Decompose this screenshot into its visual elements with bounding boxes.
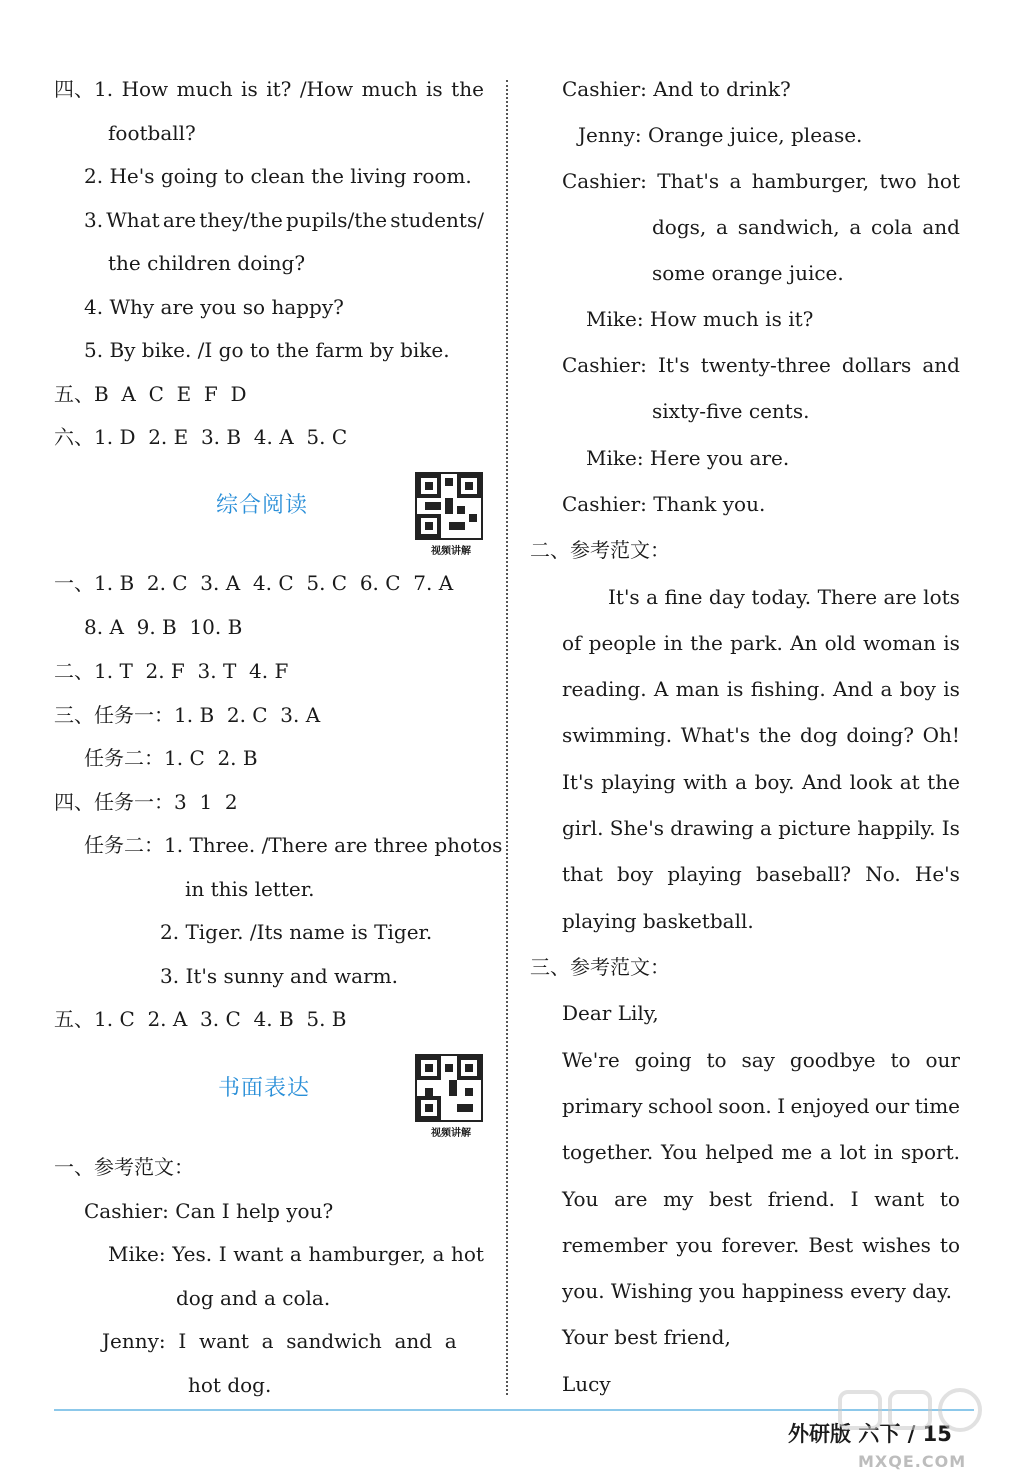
footer-rule — [54, 1409, 974, 1411]
letter-line: together. You helped me a lot in sport. — [562, 1140, 960, 1164]
letter-line: you. Wishing you happiness every day. — [562, 1279, 953, 1303]
answer-line: 3. What are they/the pupils/the students/ — [84, 208, 484, 232]
letter-line: Your best friend, — [562, 1325, 731, 1349]
essay-line: It's playing with a boy. And look at the — [562, 770, 960, 794]
qr-code[interactable] — [415, 1054, 483, 1139]
letter-line: Dear Lily, — [562, 1001, 659, 1025]
dialogue-line: Jenny: I want a sandwich and a — [102, 1329, 457, 1353]
dialogue-line: Cashier: Thank you. — [562, 492, 766, 516]
answer-line: 三、任务一：1. B 2. C 3. A — [54, 703, 321, 727]
answer-line: 五、B A C E F D — [54, 382, 247, 406]
answer-line: football? — [108, 121, 196, 145]
dialogue-line: Cashier: And to drink? — [562, 77, 791, 101]
section-heading: 三、参考范文： — [530, 955, 670, 979]
dialogue-line: Jenny: Orange juice, please. — [578, 123, 863, 147]
answer-line: 5. By bike. /I go to the farm by bike. — [84, 338, 450, 362]
dialogue-line: dog and a cola. — [176, 1286, 331, 1310]
answer-line: in this letter. — [185, 877, 315, 901]
answer-line: 四、任务一：3 1 2 — [54, 790, 238, 814]
page-footer: 外研版 六下 / 15 — [788, 1422, 952, 1446]
section-heading: 一、参考范文： — [54, 1155, 194, 1179]
answer-line: 二、1. T 2. F 3. T 4. F — [54, 659, 289, 683]
answer-line: 3. It's sunny and warm. — [160, 964, 398, 988]
essay-line: playing basketball. — [562, 909, 754, 933]
section-heading: 二、参考范文： — [530, 538, 670, 562]
answer-line: 2. Tiger. /Its name is Tiger. — [160, 920, 433, 944]
watermark-text: MXQE.COM — [858, 1452, 967, 1471]
qr-code-icon — [417, 474, 481, 538]
essay-line: It's a fine day today. There are lots — [608, 585, 960, 609]
dialogue-line: some orange juice. — [652, 261, 844, 285]
dialogue-line: Cashier: That's a hamburger, two hot — [562, 169, 960, 193]
essay-line: reading. A man is fishing. And a boy is — [562, 677, 960, 701]
dialogue-line: Mike: Yes. I want a hamburger, a hot — [108, 1242, 484, 1266]
watermark-logo-icon — [838, 1386, 988, 1444]
dialogue-line: hot dog. — [188, 1373, 272, 1397]
section-title-writing: 书面表达 — [218, 1076, 311, 1101]
letter-line: remember you forever. Best wishes to — [562, 1233, 960, 1257]
dialogue-line: Mike: Here you are. — [586, 446, 790, 470]
qr-code-icon — [417, 1056, 481, 1120]
answer-line: 4. Why are you so happy? — [84, 295, 344, 319]
letter-line: Lucy — [562, 1372, 611, 1396]
column-divider — [506, 80, 508, 1395]
answer-line: 四、1. How much is it? /How much is the — [54, 77, 484, 101]
essay-line: of people in the park. An old woman is — [562, 631, 960, 655]
dialogue-line: sixty-five cents. — [652, 399, 810, 423]
answer-line: the children doing? — [108, 251, 306, 275]
answer-line: 任务二：1. Three. /There are three photos — [84, 833, 503, 857]
letter-line: You are my best friend. I want to — [562, 1187, 960, 1211]
qr-caption: 视频讲解 — [431, 546, 471, 557]
letter-line: primary school soon. I enjoyed our time — [562, 1094, 960, 1118]
answer-line: 2. He's going to clean the living room. — [84, 164, 472, 188]
dialogue-line: Cashier: It's twenty-three dollars and — [562, 353, 960, 377]
qr-code[interactable] — [415, 472, 483, 557]
answer-line: 六、1. D 2. E 3. B 4. A 5. C — [54, 425, 348, 449]
answer-line: 任务二：1. C 2. B — [84, 746, 258, 770]
answer-line: 五、1. C 2. A 3. C 4. B 5. B — [54, 1007, 347, 1031]
essay-line: girl. She's drawing a picture happily. Is — [562, 816, 960, 840]
answer-line: 8. A 9. B 10. B — [84, 615, 243, 639]
answer-line: 一、1. B 2. C 3. A 4. C 5. C 6. C 7. A — [54, 571, 454, 595]
qr-caption: 视频讲解 — [431, 1128, 471, 1139]
section-title-reading: 综合阅读 — [216, 493, 309, 518]
essay-line: that boy playing baseball? No. He's — [562, 862, 960, 886]
dialogue-line: Cashier: Can I help you? — [84, 1199, 334, 1223]
essay-line: swimming. What's the dog doing? Oh! — [562, 723, 960, 747]
dialogue-line: dogs, a sandwich, a cola and — [652, 215, 960, 239]
letter-line: We're going to say goodbye to our — [562, 1048, 960, 1072]
dialogue-line: Mike: How much is it? — [586, 307, 814, 331]
